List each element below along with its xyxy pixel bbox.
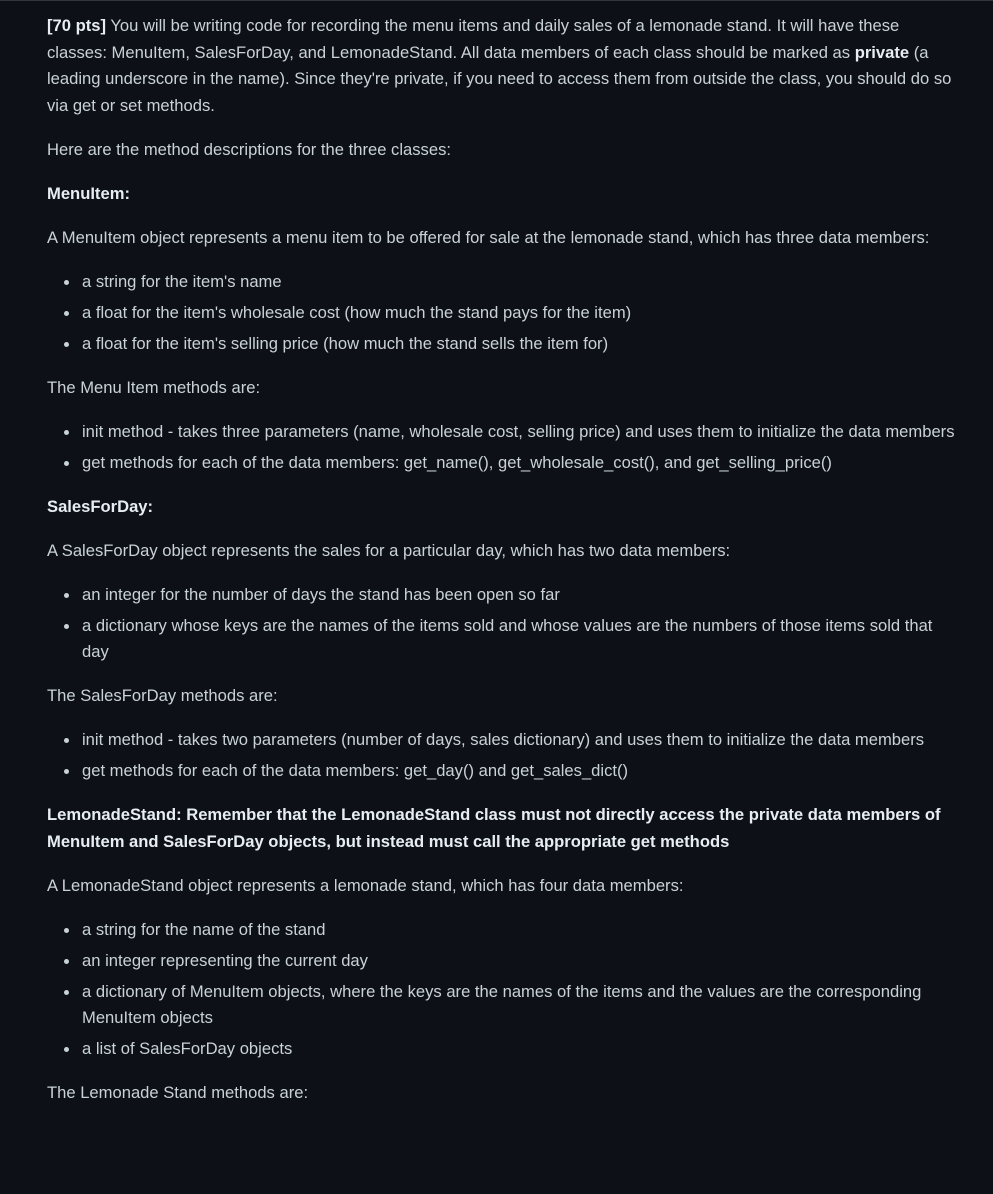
list-item	[82, 331, 963, 358]
lemonadestand-members-list	[47, 917, 963, 1063]
assignment-document	[0, 1, 993, 1107]
bullet-icon	[64, 769, 69, 774]
intro-text-b: (a leading underscore in the name). Since they're private, if you need to access them from outside the class, you should do so via get or set methods.	[47, 42, 952, 115]
bullet-icon	[64, 738, 69, 743]
bullet-icon	[64, 990, 69, 995]
intro-text-a: You will be writing code for recording the menu items and daily sales of a lemonade stand. It will have these classes: MenuItem, SalesForDay, and LemonadeStand. All data members of each class should be marked as	[47, 16, 900, 62]
list-item	[82, 419, 963, 446]
bullet-icon	[64, 593, 69, 598]
list-item-text: init method - takes two parameters (number of days, sales dictionary) and uses them to initialize the data members	[82, 730, 925, 749]
menuitem-members-list	[47, 269, 963, 358]
list-item	[82, 1036, 963, 1063]
menuitem-description: A MenuItem object represents a menu item to be offered for sale at the lemonade stand, which has three data members:	[47, 227, 930, 247]
lemonadestand-heading: LemonadeStand: Remember that the LemonadeStand class must not directly access the private data members of MenuItem and SalesForDay objects, but instead must call the appropriate get methods	[47, 805, 941, 851]
method-intro: Here are the method descriptions for the three classes:	[47, 139, 451, 159]
list-item-text: a dictionary whose keys are the names of the items sold and whose values are the numbers of those items sold that day	[82, 615, 933, 661]
points-label: [70 pts]	[47, 16, 107, 35]
list-item	[82, 300, 963, 327]
bullet-icon	[64, 959, 69, 964]
bullet-icon	[64, 342, 69, 347]
private-keyword: private	[854, 42, 910, 62]
list-item	[82, 758, 963, 785]
menuitem-heading: MenuItem:	[47, 183, 130, 203]
list-item	[82, 582, 963, 609]
list-item	[82, 727, 963, 754]
bullet-icon	[64, 461, 69, 466]
list-item-text: a string for the item's name	[82, 271, 282, 291]
list-item-text: a float for the item's wholesale cost (how much the stand pays for the item)	[82, 302, 632, 322]
list-item-text: get methods for each of the data members: get_name(), get_wholesale_cost(), and get_selling_price()	[82, 452, 832, 472]
list-item-text: init method - takes three parameters (name, wholesale cost, selling price) and uses them to initialize the data members	[82, 421, 955, 441]
intro-paragraph	[47, 13, 963, 119]
list-item	[82, 269, 963, 296]
bullet-icon	[64, 280, 69, 285]
bullet-icon	[64, 624, 69, 629]
lemonadestand-methods-intro: The Lemonade Stand methods are:	[47, 1083, 309, 1102]
bullet-icon	[64, 430, 69, 435]
menuitem-methods-list	[47, 419, 963, 477]
list-item	[82, 948, 963, 975]
salesforday-methods-intro: The SalesForDay methods are:	[47, 686, 278, 705]
list-item	[82, 979, 963, 1032]
list-item-text: a float for the item's selling price (how much the stand sells the item for)	[82, 333, 609, 353]
list-item-text: an integer for the number of days the stand has been open so far	[82, 584, 560, 604]
list-item-text: a dictionary of MenuItem objects, where the keys are the names of the items and the values are the corresponding MenuItem objects	[82, 981, 922, 1027]
list-item-text: an integer representing the current day	[82, 950, 368, 970]
lemonadestand-description: A LemonadeStand object represents a lemonade stand, which has four data members:	[47, 875, 684, 895]
list-item-text: a string for the name of the stand	[82, 919, 326, 939]
bullet-icon	[64, 1047, 69, 1052]
salesforday-description: A SalesForDay object represents the sales for a particular day, which has two data members:	[47, 540, 731, 560]
bullet-icon	[64, 928, 69, 933]
list-item	[82, 917, 963, 944]
list-item	[82, 613, 963, 666]
list-item	[82, 450, 963, 477]
menuitem-methods-intro: The Menu Item methods are:	[47, 377, 261, 397]
salesforday-methods-list	[47, 727, 963, 785]
list-item-text: a list of SalesForDay objects	[82, 1039, 293, 1058]
bullet-icon	[64, 311, 69, 316]
list-item-text: get methods for each of the data members: get_day() and get_sales_dict()	[82, 761, 629, 780]
salesforday-members-list	[47, 582, 963, 666]
salesforday-heading: SalesForDay:	[47, 496, 154, 516]
